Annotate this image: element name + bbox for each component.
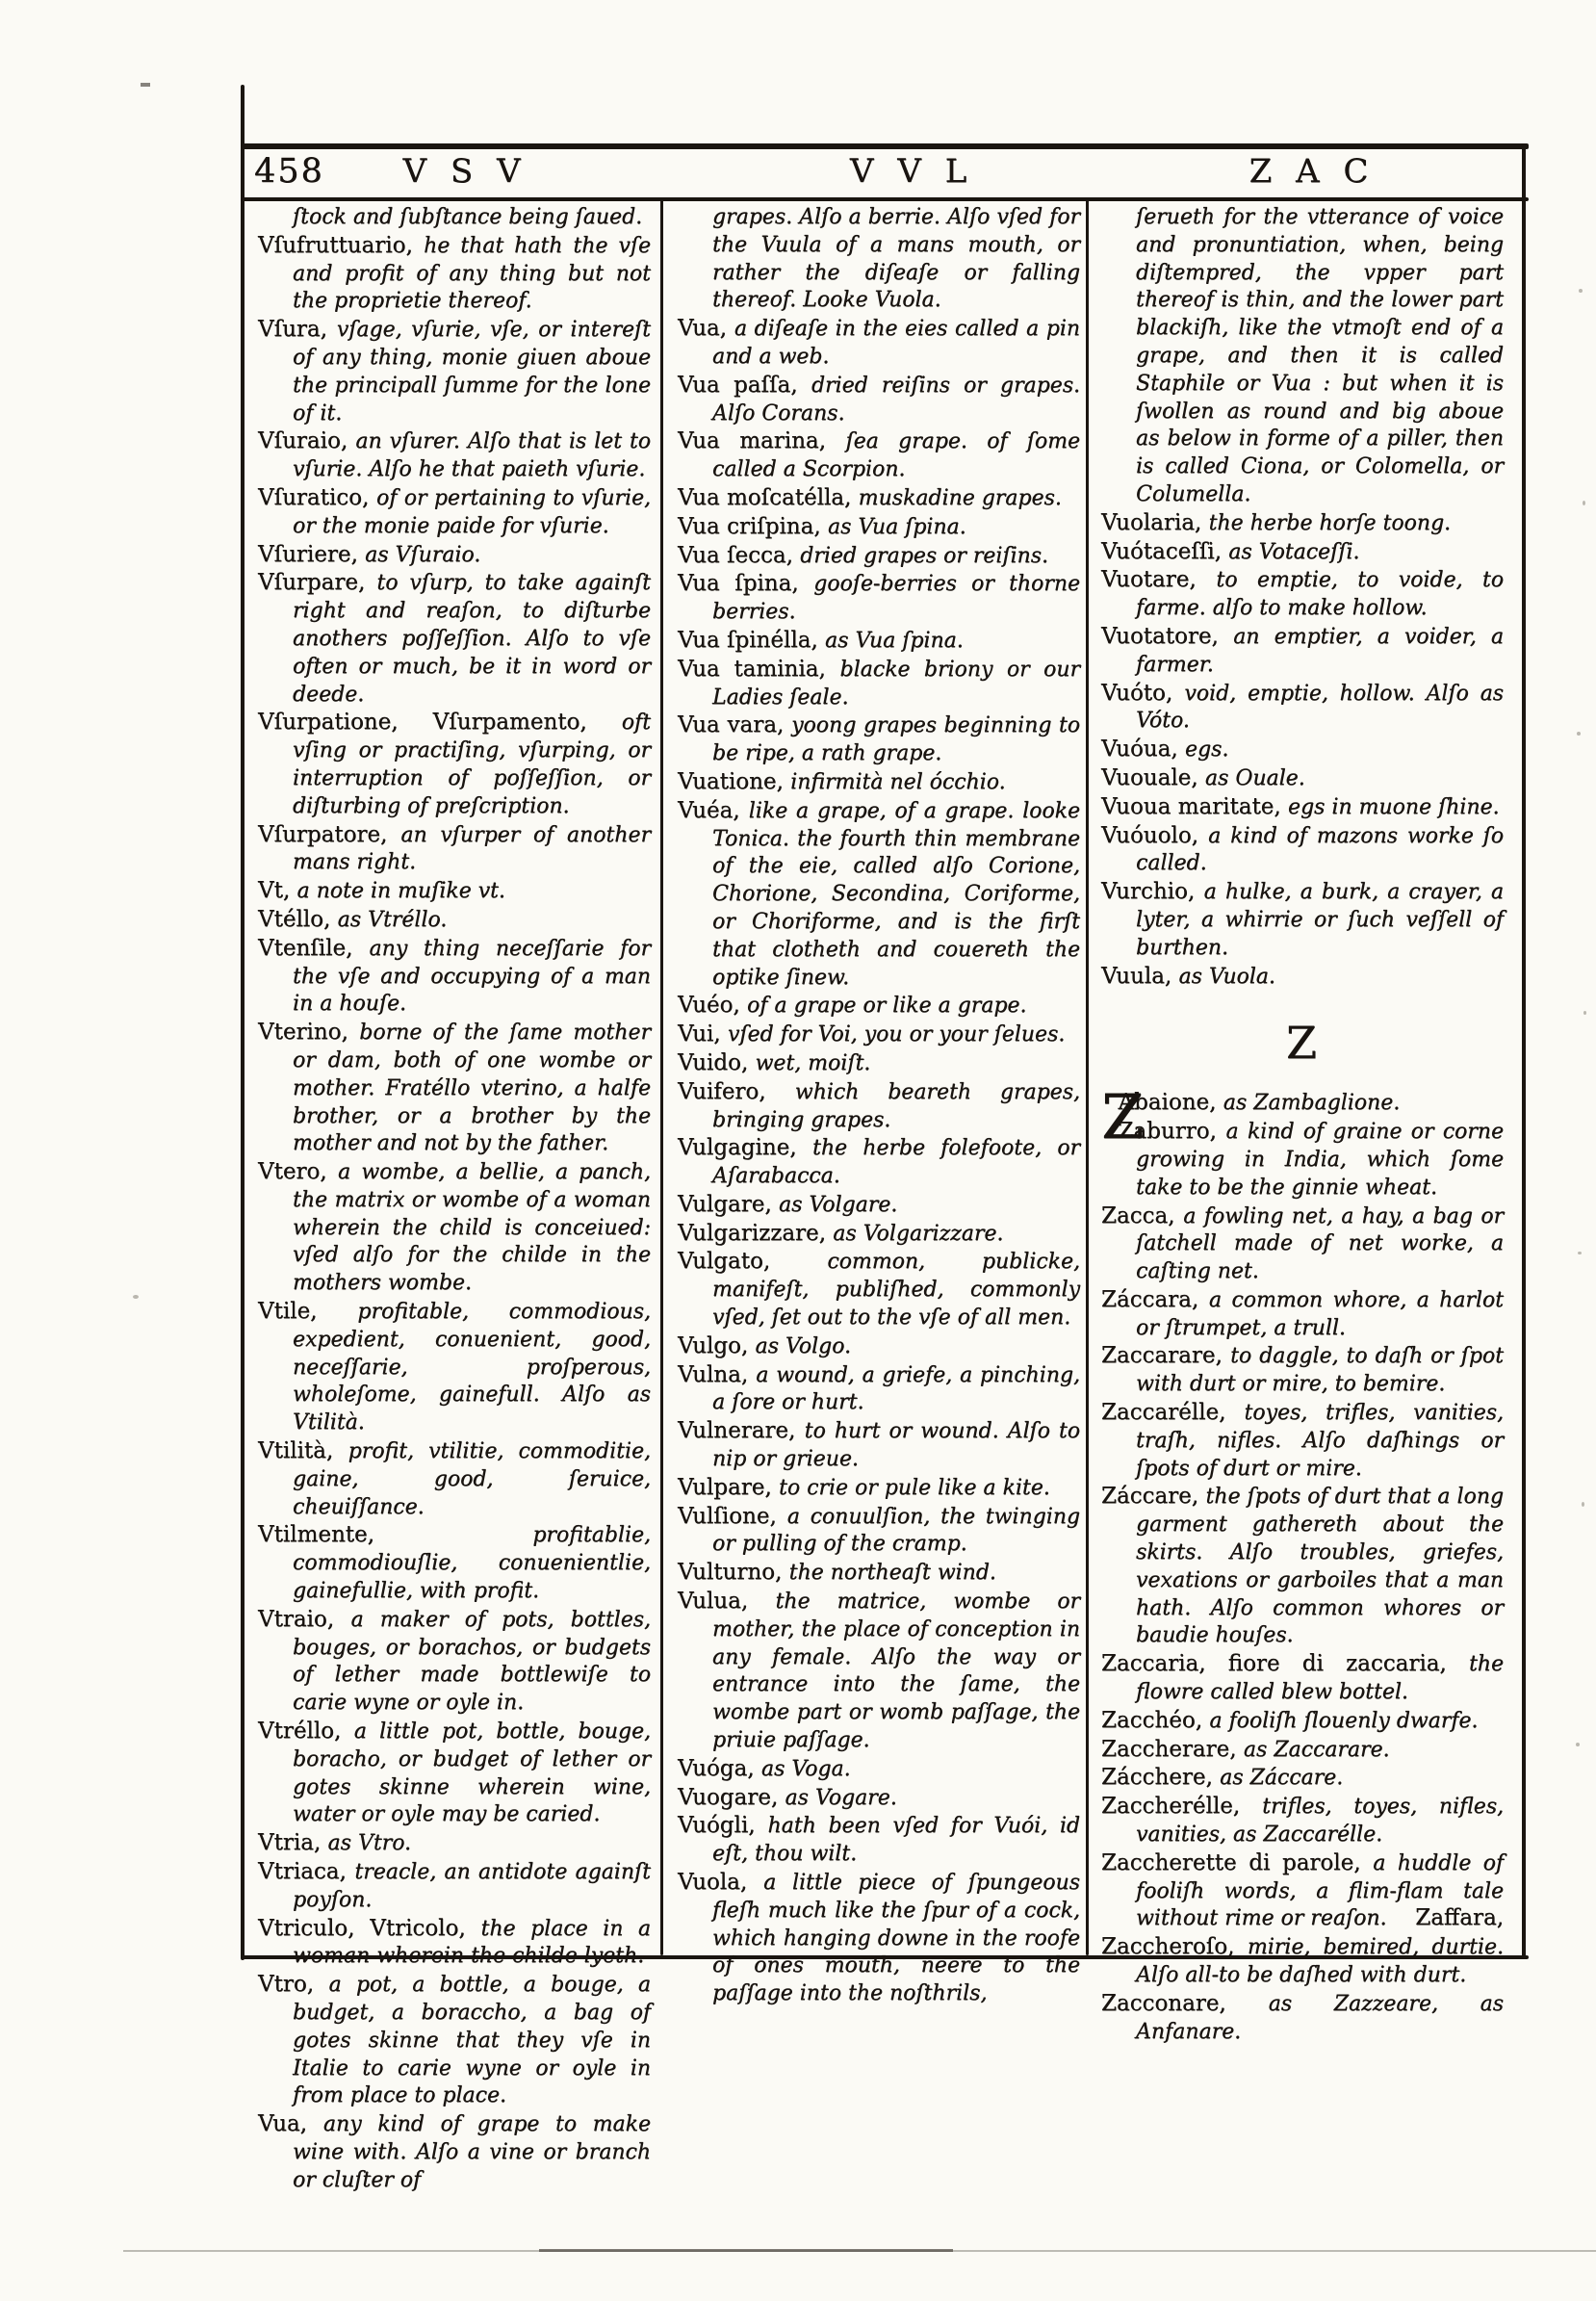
headword: Vulgo, bbox=[678, 1332, 756, 1358]
headword: Vſurpare, bbox=[258, 570, 377, 596]
dictionary-entry bbox=[678, 427, 1080, 484]
running-head-zac: Z A C bbox=[1248, 152, 1376, 191]
headword: Vſurpatione, Vſurpamento, bbox=[258, 710, 622, 736]
headword: Vuotatore, bbox=[1101, 623, 1234, 649]
headword: Vſuriere, bbox=[258, 541, 366, 567]
scan-speck bbox=[1583, 501, 1585, 505]
dictionary-entry bbox=[678, 1784, 1080, 1813]
headword: Vua ſecca, bbox=[678, 542, 801, 568]
dictionary-entry bbox=[678, 1361, 1080, 1418]
definition: as Vtréllo. bbox=[337, 907, 448, 932]
headword: Vuótaceſſi, bbox=[1101, 538, 1229, 564]
headword: Vtria, bbox=[258, 1830, 328, 1856]
headword: Záccare, bbox=[1101, 1484, 1206, 1510]
headword: Vua moſcatélla, bbox=[678, 484, 859, 510]
definition: as Vua ſpina. bbox=[827, 514, 966, 539]
dictionary-entry bbox=[1101, 680, 1504, 737]
headword: Vſuratico, bbox=[258, 484, 376, 510]
dictionary-entry bbox=[1101, 1793, 1504, 1849]
entry-continuation bbox=[678, 204, 1080, 315]
right-border-line bbox=[1522, 143, 1526, 1959]
headword: Vua ſpina, bbox=[678, 571, 814, 597]
scan-speck bbox=[1576, 1743, 1580, 1746]
dictionary-entry bbox=[258, 821, 651, 878]
headword: Vulgare, bbox=[678, 1191, 779, 1217]
dictionary-entry bbox=[258, 1521, 651, 1605]
definition: the herbe horſe toong. bbox=[1208, 510, 1452, 535]
headword: Vuéo, bbox=[678, 993, 748, 1019]
letter-section-heading: Z bbox=[1286, 1017, 1319, 1070]
headword: Vurchio, bbox=[1101, 879, 1204, 905]
definition: which beareth grapes, bringing grapes. bbox=[712, 1079, 1080, 1132]
definition: vſage, vſurie, vſe, or intereſt of any thing, monie giuen aboue the principall ſumme for the lone of it. bbox=[293, 318, 651, 426]
column-1 bbox=[258, 204, 651, 2195]
dictionary-entry bbox=[258, 484, 651, 541]
dictionary-entry bbox=[258, 541, 651, 570]
dictionary-entry bbox=[1101, 1933, 1504, 1990]
headword: Vuouale, bbox=[1101, 764, 1205, 790]
definition: ſerueth for the vtterance of voice and pronuntiation, when, being diſtempred, the vpper part thereof is thin, and the lower part blackiſh, like the vtmoſt end of a grape, and then it is called Staphile or Vua : but when it is ſwollen as round and big aboue as below in forme of a piller, then is called Ciona, or Colomella, or Columella. bbox=[1136, 205, 1504, 506]
dictionary-entry bbox=[1101, 1764, 1504, 1793]
headword: Vulna, bbox=[678, 1361, 757, 1387]
headword: Zacchéo, bbox=[1101, 1707, 1210, 1733]
headword: Vua marina, bbox=[678, 428, 846, 454]
headword: Zaburro, bbox=[1118, 1119, 1226, 1145]
headword: Vſuraio, bbox=[258, 428, 356, 454]
definition: as Ouale. bbox=[1204, 765, 1305, 790]
definition: any thing neceſſarie for the vſe and occupying of a man in a houſe. bbox=[293, 936, 651, 1017]
dictionary-entry bbox=[258, 1606, 651, 1718]
headword: Zaccherare, bbox=[1101, 1736, 1244, 1762]
dictionary-entry bbox=[678, 372, 1080, 428]
column-3 bbox=[1101, 204, 1504, 2046]
definition: treacle, an antidote againſt poyſon. bbox=[293, 1860, 651, 1912]
dictionary-entry bbox=[258, 709, 651, 820]
definition: to emptie, to voide, to farme. alſo to make hollow. bbox=[1136, 568, 1505, 621]
dictionary-entry bbox=[1101, 1286, 1504, 1343]
dictionary-entry bbox=[678, 1332, 1080, 1361]
headword: Vuolaria, bbox=[1101, 509, 1209, 535]
dictionary-entry bbox=[678, 1417, 1080, 1474]
headword: Zaccherélle, bbox=[1101, 1794, 1263, 1820]
definition: he that hath the vſe and profit of any thing but not the proprietie thereof. bbox=[293, 233, 651, 314]
running-head-vvl: V V L bbox=[849, 152, 974, 191]
headword: Vuatione, bbox=[678, 768, 791, 794]
headword: Vuifero, bbox=[678, 1078, 795, 1104]
headword: Zaccarélle, bbox=[1101, 1400, 1245, 1426]
definition: as Zaccarare. bbox=[1243, 1737, 1390, 1762]
headword: Vtro, bbox=[258, 1972, 329, 1998]
headword: Vua criſpina, bbox=[678, 513, 828, 539]
headword: Vuogare, bbox=[678, 1784, 785, 1810]
definition: like a grape, of a grape. looke Tonica. the fourth thin membrane of the eie, called alſo Corione, Chorione, Secondina, Coriforme, or Choriforme, and is the firſt that clotheth and couereth the optike ſinew. bbox=[712, 798, 1080, 990]
headword: Vua paſſa, bbox=[678, 372, 811, 398]
definition: toyes, trifles, vanities, traſh, nifles. Alſo daſhings or ſpots of durt or mire. bbox=[1136, 1401, 1504, 1481]
headword: Vulnerare, bbox=[678, 1418, 805, 1444]
dictionary-entry bbox=[258, 906, 651, 935]
dictionary-entry bbox=[678, 768, 1080, 797]
dictionary-entry bbox=[678, 1503, 1080, 1560]
dictionary-entry bbox=[258, 877, 651, 906]
headword: Abaione, bbox=[1118, 1090, 1223, 1116]
dictionary-entry bbox=[1101, 1650, 1504, 1707]
column-divider-1 bbox=[660, 197, 663, 1955]
headword: Vuógli, bbox=[678, 1813, 768, 1839]
headword: Vtraio, bbox=[258, 1606, 351, 1632]
entry-continuation bbox=[258, 204, 651, 232]
definition: as Vtro. bbox=[327, 1831, 412, 1856]
definition: profitable, commodious, expedient, conuenient, good, neceſſarie, proſperous, wholeſome, gainefull. Alſo as Vtilità. bbox=[293, 1300, 651, 1435]
dictionary-entry bbox=[1101, 1118, 1504, 1202]
dictionary-entry bbox=[1101, 1483, 1504, 1650]
dictionary-entry bbox=[258, 1718, 651, 1829]
definition: a wound, a griefe, a pinching, a ſore or hurt. bbox=[712, 1362, 1080, 1415]
dictionary-entry bbox=[1101, 1707, 1504, 1736]
definition: the herbe folefoote, or Aſarabacca. bbox=[712, 1136, 1080, 1189]
headword: Vtriaca, bbox=[258, 1859, 355, 1885]
dictionary-entry bbox=[258, 1829, 651, 1858]
dictionary-entry bbox=[1101, 1342, 1504, 1399]
dictionary-entry bbox=[678, 992, 1080, 1021]
definition: trifles, toyes, nifles, vanities, as Zaccarélle. bbox=[1136, 1795, 1504, 1848]
dictionary-entry bbox=[258, 316, 651, 427]
definition: of or pertaining to vſurie, or the monie paide for vſurie. bbox=[293, 485, 652, 538]
definition: the ſpots of durt that a long garment gathereth about the skirts. Alſo troubles, griefes, vexations or garboiles that a man hath. Alſo common whores or baudie houſes. bbox=[1136, 1485, 1504, 1648]
dictionary-entry bbox=[1101, 736, 1504, 764]
dictionary-entry bbox=[1101, 878, 1504, 962]
headword: Vulſione, bbox=[678, 1503, 787, 1529]
dictionary-entry bbox=[1101, 793, 1504, 822]
definition: as Volgo. bbox=[755, 1333, 851, 1358]
dictionary-entry bbox=[1101, 764, 1504, 793]
headword: Vulgagine, bbox=[678, 1135, 813, 1161]
definition: a maker of pots, bottles, bouges, or borachos, or budgets of lether made bottlewiſe to carie wyne or oyle in. bbox=[293, 1607, 651, 1716]
column-divider-2 bbox=[1086, 197, 1089, 1955]
dictionary-entry bbox=[678, 1220, 1080, 1249]
headword: Vulua, bbox=[678, 1589, 776, 1615]
headword: Vua, bbox=[258, 2111, 323, 2137]
scan-corner-mark bbox=[141, 83, 150, 87]
dictionary-entry bbox=[258, 1858, 651, 1915]
headword: Vtriculo, Vtricolo, bbox=[258, 1915, 481, 1941]
dictionary-entry bbox=[258, 1915, 651, 1972]
running-head-vsv: V S V bbox=[402, 152, 528, 191]
header-bottom-rule bbox=[241, 197, 1529, 201]
definition: borne of the ſame mother or dam, both of one wombe or mother. Fratéllo vterino, a halfe brother, or a brother by the mother and not by the father. bbox=[293, 1021, 651, 1156]
headword: Vuula, bbox=[1101, 963, 1179, 989]
definition: mirie, bemired, durtie. Alſo all-to be daſhed with durt. bbox=[1136, 1935, 1504, 1988]
dictionary-entry bbox=[1101, 822, 1504, 879]
definition: gooſe-berries or thorne berries. bbox=[712, 572, 1081, 625]
headword: Vſurpatore, bbox=[258, 821, 401, 847]
definition: a fooliſh ſlouenly dwarfe. bbox=[1209, 1708, 1479, 1733]
definition: to vſurp, to take againſt right and reaſon, to diſturbe anothers poſſeſſion. Alſo to vſe often or much, be it in word or deede. bbox=[293, 571, 651, 707]
dictionary-entry bbox=[1101, 509, 1504, 538]
left-border-line bbox=[241, 85, 245, 1960]
scan-speck bbox=[1582, 1502, 1584, 1507]
dictionary-entry bbox=[1101, 963, 1504, 992]
definition: the northeaſt wind. bbox=[788, 1561, 996, 1586]
definition: as Vuola. bbox=[1178, 964, 1275, 989]
headword: Vuido, bbox=[678, 1049, 756, 1075]
definition: common, publicke, manifeſt, publiſhed, commonly vſed, ſet out to the vſe of all men. bbox=[712, 1250, 1080, 1331]
headword: Vulturno, bbox=[678, 1560, 789, 1586]
headword: Vuóuolo, bbox=[1101, 822, 1209, 848]
definition: a diſeaſe in the eies called a pin and a web. bbox=[712, 317, 1080, 369]
definition: a fowling net, a hay, a bag or ſatchell made of net worke, a caſting net. bbox=[1136, 1203, 1504, 1284]
dictionary-entry bbox=[1101, 1990, 1504, 2047]
headword: Vt, bbox=[258, 878, 297, 904]
definition: as Zambaglione. bbox=[1223, 1091, 1401, 1116]
headword: Vtilità, bbox=[258, 1438, 348, 1464]
dictionary-entry bbox=[258, 2110, 651, 2194]
definition: a pot, a bottle, a bouge, a budget, a boraccho, a bag of gotes skinne that they vſe in Italie to carie wyne or oyle in from place to place. bbox=[293, 1973, 651, 2108]
headword: Zaccaria, fiore di zaccaria, bbox=[1101, 1651, 1469, 1677]
headword: Vuóua, bbox=[1101, 737, 1185, 763]
dictionary-entry bbox=[678, 627, 1080, 656]
dictionary-entry bbox=[678, 315, 1080, 372]
dictionary-entry bbox=[258, 1019, 651, 1158]
headword: Vui, bbox=[678, 1021, 728, 1047]
dictionary-entry bbox=[1101, 1736, 1504, 1765]
definition: egs in muone ſhine. bbox=[1287, 794, 1500, 819]
definition: any kind of grape to make wine with. Alſo a vine or branch or cluſter of bbox=[293, 2112, 651, 2192]
headword: Zaccarare, bbox=[1101, 1343, 1231, 1369]
definition: of a grape or like a grape. bbox=[747, 994, 1027, 1019]
dictionary-entry bbox=[678, 797, 1080, 993]
definition: the flowre called blew bottel. bbox=[1136, 1652, 1504, 1705]
headword: Záccara, bbox=[1101, 1286, 1209, 1312]
dictionary-entry bbox=[678, 711, 1080, 768]
definition: as Záccare. bbox=[1220, 1766, 1344, 1791]
definition: oft vſing or practiſing, vſurping, or interruption of poſſeſſion, or diſturbing of preſcription. bbox=[293, 711, 651, 818]
definition: to crie or pule like a kite. bbox=[778, 1475, 1050, 1500]
headword: Vua taminia, bbox=[678, 656, 840, 682]
dictionary-entry bbox=[1101, 623, 1504, 680]
definition: as Vogare. bbox=[785, 1785, 897, 1810]
dictionary-entry bbox=[1101, 566, 1504, 623]
headword: Zacca, bbox=[1101, 1202, 1184, 1228]
headword: Vulgarizzare, bbox=[678, 1220, 834, 1246]
headword: Vuóto, bbox=[1101, 680, 1185, 706]
headword: Vtréllo, bbox=[258, 1719, 354, 1745]
headword: Vtilmente, bbox=[258, 1522, 533, 1548]
headword: Vuotare, bbox=[1101, 567, 1217, 593]
entry-continuation bbox=[1101, 204, 1504, 509]
definition: a note in muſike vt. bbox=[296, 879, 505, 904]
headword: Vua ſpinélla, bbox=[678, 627, 826, 653]
page-number: 458 bbox=[254, 152, 324, 191]
definition: a huddle of fooliſh words, a flim-flam tale without rime or reaſon. bbox=[1136, 1850, 1504, 1931]
definition: muskadine grapes. bbox=[858, 485, 1062, 510]
dictionary-entry bbox=[258, 1298, 651, 1437]
definition: an emptier, a voider, a farmer. bbox=[1136, 624, 1504, 677]
definition: ſtock and ſubſtance being ſaued. bbox=[293, 205, 643, 229]
scan-speck bbox=[1577, 732, 1581, 736]
scan-speck bbox=[1583, 1011, 1586, 1015]
headword: Vtile, bbox=[258, 1299, 358, 1325]
dictionary-entry bbox=[258, 1971, 651, 2110]
dictionary-entry bbox=[678, 1559, 1080, 1588]
dictionary-entry bbox=[678, 1049, 1080, 1078]
headword: Zácchere, bbox=[1101, 1765, 1221, 1791]
definition: as Volgare. bbox=[778, 1192, 898, 1217]
catchword: Zaffara, bbox=[1415, 1905, 1504, 1930]
headword: Vtéllo, bbox=[258, 906, 338, 932]
headword: Vulpare, bbox=[678, 1474, 779, 1500]
dictionary-entry bbox=[678, 1869, 1080, 2008]
definition: a hulke, a burk, a crayer, a lyter, a whirrie or ſuch veſſell of burthen. bbox=[1136, 880, 1505, 960]
definition: void, emptie, hollow. Alſo as Vóto. bbox=[1136, 681, 1504, 734]
dictionary-entry bbox=[678, 1078, 1080, 1135]
definition: infirmità nel ócchio. bbox=[790, 769, 1006, 794]
headword: Vſufruttuario, bbox=[258, 232, 425, 258]
definition: as Votaceſſi. bbox=[1228, 539, 1360, 564]
definition: an vſurper of another mans right. bbox=[293, 822, 651, 875]
dictionary-entry bbox=[258, 935, 651, 1019]
headword: Zacconare, bbox=[1101, 1990, 1269, 2016]
dictionary-entry bbox=[678, 484, 1080, 513]
dictionary-entry bbox=[678, 570, 1080, 627]
definition: wet, moiſt. bbox=[755, 1050, 871, 1075]
headword: Vuéa, bbox=[678, 797, 749, 823]
definition: egs. bbox=[1184, 737, 1229, 763]
definition: a little piece of ſpungeous fleſh much like the ſpur of a cock, which hanging downe in the roofe of ones mouth, neere to the paſſage into the noſthrils, bbox=[712, 1871, 1080, 2006]
headword: Vtero, bbox=[258, 1159, 339, 1185]
headword: Vterino, bbox=[258, 1020, 360, 1046]
drop-cap: Z bbox=[1101, 1082, 1145, 1154]
dictionary-entry bbox=[678, 656, 1080, 712]
scan-speck bbox=[133, 1295, 139, 1299]
dictionary-entry bbox=[678, 1021, 1080, 1049]
dictionary-entry bbox=[678, 1134, 1080, 1191]
definition: profitablie, commodiouſlie, conuenientlie, gainefullie, with profit. bbox=[293, 1523, 651, 1604]
dictionary-entry bbox=[258, 427, 651, 484]
definition: yoong grapes beginning to be ripe, a rath grape. bbox=[712, 713, 1080, 766]
dictionary-entry bbox=[1101, 1089, 1504, 1118]
scanner-edge-line-dark bbox=[539, 2249, 953, 2252]
dictionary-entry bbox=[1101, 1202, 1504, 1286]
headword: Zaccheroſo, bbox=[1101, 1934, 1248, 1960]
headword: Vua vara, bbox=[678, 712, 792, 738]
dictionary-entry bbox=[258, 1158, 651, 1298]
dictionary-entry bbox=[258, 569, 651, 709]
definition: a little pot, bottle, bouge, boracho, or budget of lether or gotes skinne wherein wine, water or oyle may be caried. bbox=[293, 1719, 652, 1827]
definition: hath been vſed for Vuói, id eſt, thou wilt. bbox=[712, 1814, 1080, 1867]
dictionary-entry bbox=[678, 1248, 1080, 1331]
definition: an vſurer. Alſo that is let to vſurie. Alſo he that paieth vſurie. bbox=[293, 429, 651, 482]
scan-speck bbox=[1578, 1252, 1582, 1254]
definition: as Zazzeare, as Anfanare. bbox=[1136, 1991, 1504, 2044]
definition: vſed for Voi, you or your ſelues. bbox=[727, 1022, 1066, 1047]
dictionary-entry bbox=[678, 542, 1080, 571]
headword: Vua, bbox=[678, 316, 734, 342]
definition: a kind of graine or corne growing in India, which ſome take to be the ginnie wheat. bbox=[1136, 1120, 1504, 1200]
headword: Vtenſile, bbox=[258, 935, 370, 961]
definition: to hurt or wound. Alſo to nip or grieue. bbox=[712, 1419, 1080, 1472]
headword: Vſura, bbox=[258, 317, 337, 343]
scan-speck bbox=[1579, 289, 1583, 293]
dictionary-entry bbox=[678, 1474, 1080, 1503]
definition: dried reiſins or grapes. Alſo Corans. bbox=[712, 373, 1080, 426]
dictionary-entry bbox=[678, 1588, 1080, 1755]
definition: ſea grape. of ſome called a Scorpion. bbox=[712, 429, 1081, 482]
definition: as Volgarizzare. bbox=[833, 1221, 1004, 1246]
dictionary-entry bbox=[258, 232, 651, 316]
definition: a kind of mazons worke ſo called. bbox=[1136, 823, 1504, 876]
dictionary-entry bbox=[678, 1755, 1080, 1784]
headword: Vulgato, bbox=[678, 1249, 828, 1275]
dictionary-entry bbox=[678, 1191, 1080, 1220]
definition: a common whore, a harlot or ſtrumpet, a trull. bbox=[1136, 1287, 1505, 1340]
dictionary-entry bbox=[258, 1437, 651, 1521]
column-2 bbox=[678, 204, 1080, 2008]
definition: blacke briony or our Ladies ſeale. bbox=[712, 657, 1080, 710]
dictionary-entry bbox=[678, 513, 1080, 542]
definition: a wombe, a bellie, a panch, the matrix or wombe of a woman wherein the child is conceiued: vſed alſo for the childe in the mothers wombe. bbox=[293, 1160, 651, 1296]
definition: grapes. Alſo a berrie. Alſo vſed for the Vuula of a mans mouth, or rather the diſeaſe or falling thereof. Looke Vuola. bbox=[712, 205, 1080, 313]
definition: dried grapes or reiſins. bbox=[800, 543, 1048, 568]
headword: Vuola, bbox=[678, 1870, 764, 1896]
dictionary-entry bbox=[1101, 538, 1504, 567]
definition: profit, vtilitie, commoditie, gaine, good, ſeruice, cheuiſſance. bbox=[293, 1439, 652, 1519]
definition: as Voga. bbox=[760, 1756, 851, 1781]
definition: the place in a woman wherein the childe lyeth. bbox=[293, 1916, 652, 1969]
headword: Vuóga, bbox=[678, 1755, 761, 1781]
definition: as Vſuraio. bbox=[365, 542, 481, 567]
definition: as Vua ſpina. bbox=[825, 628, 964, 653]
headword: Zaccherette di parole, bbox=[1101, 1849, 1374, 1875]
dictionary-entry bbox=[678, 1812, 1080, 1869]
definition: the matrice, wombe or mother, the place of conception in any female. Alſo the way or entrance into the ſame, the wombe part or womb paſſage, the priuie paſſage. bbox=[712, 1590, 1080, 1753]
definition: to daggle, to daſh or ſpot with durt or mire, to bemire. bbox=[1136, 1344, 1504, 1397]
headword: Vuoua maritate, bbox=[1101, 793, 1288, 819]
definition: a conuulſion, the twinging or pulling of the cramp. bbox=[712, 1504, 1080, 1557]
dictionary-entry bbox=[1101, 1399, 1504, 1483]
